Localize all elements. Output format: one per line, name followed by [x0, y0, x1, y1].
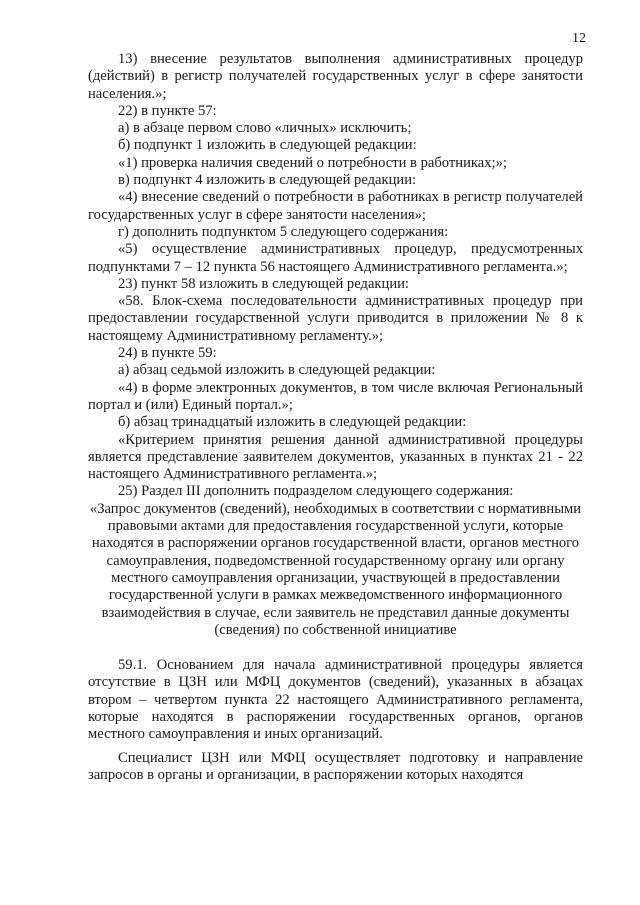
- paragraph: 22) в пункте 57:: [118, 102, 217, 119]
- paragraph: «5) осуществление административных процедур, предусмотренных подпунктами 7 – 12 пункта 56 настоящего Административного регламента.»;: [88, 241, 583, 275]
- paragraph: «58. Блок-схема последовательности административных процедур при предоставлении государственной услуги приводится в приложении № 8 к настоящему Административному регламенту.»;: [88, 293, 583, 344]
- paragraph: б) подпункт 1 изложить в следующей редакции:: [118, 137, 417, 154]
- paragraph: в) подпункт 4 изложить в следующей редакции:: [118, 172, 417, 189]
- paragraph: Специалист ЦЗН или МФЦ осуществляет подготовку и направление запросов в органы и организации, в распоряжении которых находятся: [88, 749, 583, 783]
- paragraph: «Критерием принятия решения данной административной процедуры является представление заявителем документов, указанных в пунктах 21 - 22 настоящего Административного регламента.»;: [88, 431, 583, 483]
- document-body: [88, 51, 583, 784]
- paragraph: б) абзац тринадцатый изложить в следующей редакции:: [118, 414, 467, 431]
- paragraph: 23) пункт 58 изложить в следующей редакции:: [118, 275, 409, 292]
- page-number: 12: [572, 31, 586, 46]
- subsection-heading: «Запрос документов (сведений), необходимых в соответствии с нормативными правовыми актами для предоставления государственной услуги, которые находятся в распоряжении органов государственной власти, органов местного самоуправления, подведомственной государственному органу или органу местного самоуправления организации, участвующей в предоставлении государственной услуги в рамках межведомственного информационного взаимодействия в случае, если заявитель не представил данные документы (сведения) по собственной инициативе: [89, 500, 582, 638]
- paragraph: 24) в пункте 59:: [118, 345, 217, 362]
- spacer: [88, 639, 583, 657]
- paragraph: 25) Раздел III дополнить подразделом следующего содержания:: [118, 483, 514, 500]
- paragraph: а) абзац седьмой изложить в следующей редакции:: [118, 362, 436, 379]
- paragraph: а) в абзаце первом слово «личных» исключить;: [118, 120, 412, 137]
- paragraph: «4) в форме электронных документов, в том числе включая Региональный портал и (или) Единый портал.»;: [88, 379, 583, 413]
- paragraph: 59.1. Основанием для начала административной процедуры является отсутствие в ЦЗН или МФЦ документов (сведений), указанных в абзацах втором – четвертом пункта 22 настоящего Административного регламента, которые находятся в распоряжении государственных органов, органов местного самоуправления и иных организаций.: [88, 657, 583, 743]
- paragraph: г) дополнить подпунктом 5 следующего содержания:: [118, 223, 449, 240]
- paragraph: 13) внесение результатов выполнения административных процедур (действий) в регистр получателей государственных услуг в сфере занятости населения.»;: [88, 51, 583, 102]
- paragraph: «4) внесение сведений о потребности в работниках в регистр получателей государственных услуг в сфере занятости населения»;: [88, 189, 583, 223]
- paragraph: «1) проверка наличия сведений о потребности в работниках;»;: [118, 154, 507, 171]
